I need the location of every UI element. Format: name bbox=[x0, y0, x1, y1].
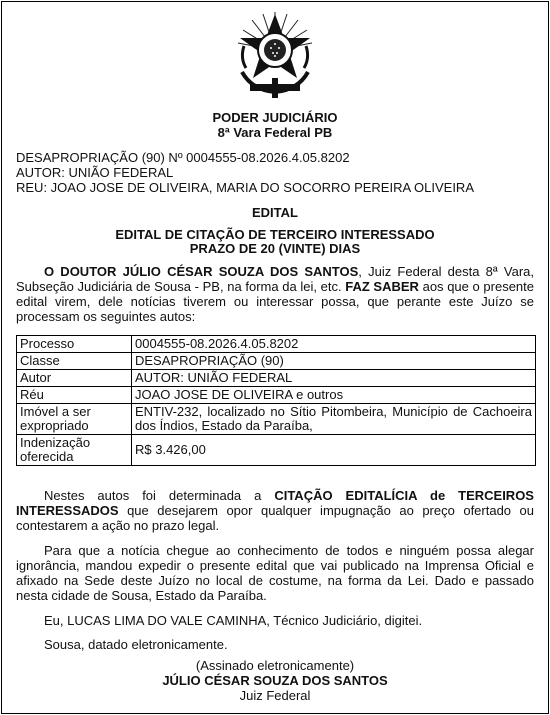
citation-text-a: Nestes autos foi determinada a bbox=[44, 488, 275, 503]
citation-text-b: que desejarem opor qualquer impugnação ao preço ofertado ou contestarem a ação no prazo legal. bbox=[16, 503, 534, 533]
author-line: AUTOR: UNIÃO FEDERAL bbox=[16, 165, 174, 180]
signature-role: Juiz Federal bbox=[239, 688, 311, 703]
typist-paragraph: Eu, LUCAS LIMA DO VALE CAMINHA, Técnico Judiciário, digitei. bbox=[44, 613, 423, 628]
edital-page bbox=[1, 1, 549, 714]
judge-name: O DOUTOR JÚLIO CÉSAR SOUZA DOS SANTOS bbox=[44, 264, 359, 279]
table-row bbox=[17, 387, 536, 404]
table-key: Réu bbox=[17, 387, 132, 404]
table-value: DESAPROPRIAÇÃO (90) bbox=[132, 353, 536, 370]
signature-name: JÚLIO CÉSAR SOUZA DOS SANTOS bbox=[162, 673, 388, 688]
table-row bbox=[17, 404, 536, 435]
table-key: Indenização oferecida bbox=[17, 435, 132, 466]
table-row bbox=[17, 435, 536, 466]
table-value: AUTOR: UNIÃO FEDERAL bbox=[132, 370, 536, 387]
brazil-coat-of-arms-icon bbox=[232, 10, 318, 100]
process-table bbox=[16, 335, 536, 466]
intro-paragraph bbox=[16, 264, 534, 324]
faz-saber: FAZ SABER bbox=[345, 279, 419, 294]
intro-text-a: , Juiz Federal desta 8ª Vara, Subseção Judiciária de Sousa - PB, na forma da lei, etc. bbox=[16, 264, 534, 294]
table-key: Processo bbox=[17, 336, 132, 353]
date-paragraph: Sousa, datado eletronicamente. bbox=[44, 637, 228, 652]
defendant-line: REU: JOAO JOSE DE OLIVEIRA, MARIA DO SOCORRO PEREIRA OLIVEIRA bbox=[16, 180, 474, 195]
intro-text-b: aos que o presente edital virem, dele notícias tiverem ou interessar possa, que perante este Juízo se processam os seguintes autos: bbox=[16, 279, 535, 324]
signature-note: (Assinado eletronicamente) bbox=[195, 658, 355, 673]
edital-title: EDITAL bbox=[252, 205, 298, 220]
process-line: DESAPROPRIAÇÃO (90) Nº 0004555-08.2026.4.05.8202 bbox=[16, 150, 350, 165]
citation-bold: CITAÇÃO EDITALÍCIA de TERCEIROS INTERESSADOS bbox=[16, 488, 534, 518]
edital-subtitle: EDITAL DE CITAÇÃO DE TERCEIRO INTERESSADO bbox=[115, 227, 435, 242]
table-key: Classe bbox=[17, 353, 132, 370]
table-value: 0004555-08.2026.4.05.8202 bbox=[132, 336, 536, 353]
table-value: R$ 3.426,00 bbox=[132, 435, 536, 466]
header-court: 8ª Vara Federal PB bbox=[217, 125, 333, 140]
table-key: Autor bbox=[17, 370, 132, 387]
table-value: ENTIV-232, localizado no Sítio Pitombeira, Município de Cachoeira dos Índios, Estado da Paraíba, bbox=[132, 404, 536, 435]
parties-block bbox=[16, 150, 534, 195]
table-value: JOAO JOSE DE OLIVEIRA e outros bbox=[132, 387, 536, 404]
publication-paragraph: Para que a notícia chegue ao conhecimento de todos e ninguém possa alegar ignorância, mandou expedir o presente edital que vai publicado na Imprensa Oficial e afixado na Sede deste Juízo no local de costume, na forma da Lei. Dado e passado nesta cidade de Sousa, Estado da Paraíba. bbox=[16, 543, 534, 603]
header-title: PODER JUDICIÁRIO bbox=[212, 110, 338, 125]
citation-paragraph bbox=[16, 488, 534, 533]
table-row bbox=[17, 336, 536, 353]
table-key: Imóvel a ser expropriado bbox=[17, 404, 132, 435]
edital-deadline: PRAZO DE 20 (VINTE) DIAS bbox=[189, 241, 361, 256]
table-row bbox=[17, 353, 536, 370]
table-row bbox=[17, 370, 536, 387]
